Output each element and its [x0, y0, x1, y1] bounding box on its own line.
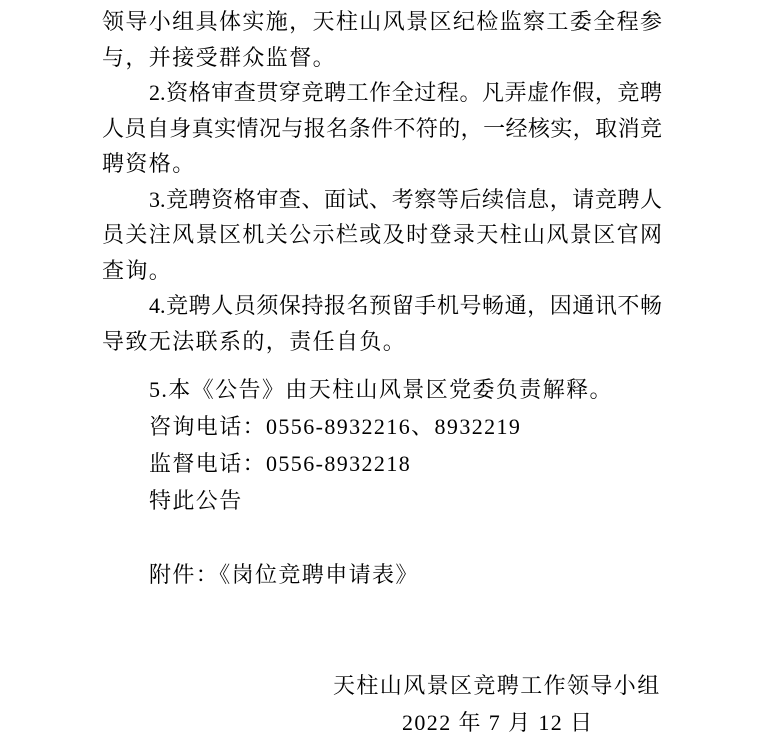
blank-line [102, 593, 662, 630]
text-line: 人员自身真实情况与报名条件不符的，一经核实，取消竞 [102, 115, 662, 141]
closing-section [102, 371, 662, 741]
hereby-announce-line: 特此公告 [149, 488, 243, 513]
text-line: 2.资格审查贯穿竞聘工作全过程。凡弄虚作假，竞聘 [149, 80, 662, 105]
text-line: 与，并接受群众监督。 [102, 44, 337, 70]
text-line: 员关注风景区机关公示栏或及时登录天柱山风景区官网 [102, 222, 662, 247]
text-line: 查询。 [102, 257, 173, 283]
text-line: 5.本《公告》由天柱山风景区党委负责解释。 [149, 377, 613, 402]
text-line: 4.竞聘人员须保持报名预留手机号畅通，因通讯不畅 [149, 293, 662, 318]
body-paragraphs [102, 4, 662, 359]
signature-line: 天柱山风景区竞聘工作领导小组 [333, 673, 661, 698]
attachment-line: 附件：《岗位竞聘申请表》 [149, 562, 419, 587]
text-line: 领导小组具体实施，天柱山风景区纪检监察工委全程参 [102, 9, 662, 34]
text-line: 导致无法联系的，责任自负。 [102, 328, 407, 354]
text-line: 3.竞聘资格审查、面试、考察等后续信息，请竞聘人 [149, 186, 662, 212]
date-line: 2022 年 7 月 12 日 [402, 710, 594, 735]
supervision-phone-line: 监督电话：0556-8932218 [149, 451, 412, 476]
blank-line [102, 519, 662, 556]
blank-line [102, 630, 662, 667]
text-line: 聘资格。 [102, 151, 196, 176]
contact-phone-line: 咨询电话：0556-8932216、8932219 [149, 414, 522, 439]
